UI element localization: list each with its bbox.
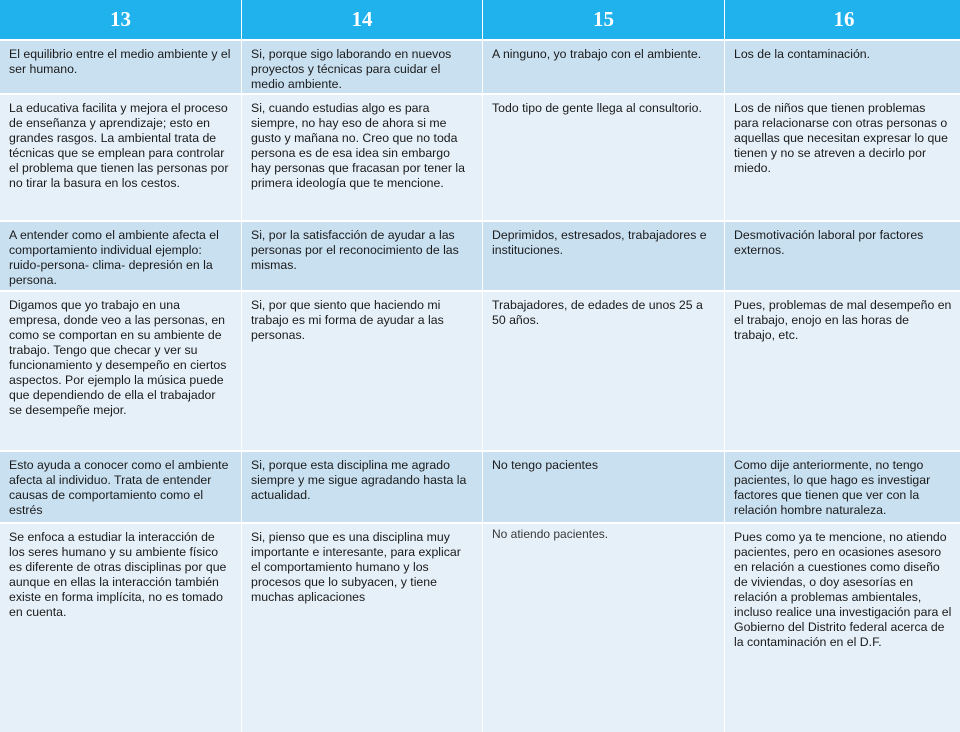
table-cell: Los de la contaminación.: [725, 41, 960, 93]
table-cell: Esto ayuda a conocer como el ambiente afecta al individuo. Trata de entender causas de comportamiento como el estrés: [0, 452, 241, 522]
table-cell: A ninguno, yo trabajo con el ambiente.: [483, 41, 724, 93]
column-header-13: 13: [0, 0, 241, 39]
table-cell: Todo tipo de gente llega al consultorio.: [483, 95, 724, 220]
table-cell: Si, pienso que es una disciplina muy importante e interesante, para explicar el comportamiento humano y los procesos que lo subyacen, y tiene muchas aplicaciones: [242, 524, 482, 732]
column-header-15: 15: [483, 0, 724, 39]
table-cell: La educativa facilita y mejora el proceso de enseñanza y aprendizaje; esto en grandes rasgos. La ambiental trata de técnicas que se emplean para controlar el problema que tienen las personas por no tirar la basura en los cestos.: [0, 95, 241, 220]
table-cell: Deprimidos, estresados, trabajadores e instituciones.: [483, 222, 724, 290]
table-cell: No tengo pacientes: [483, 452, 724, 522]
column-header-16: 16: [725, 0, 960, 39]
table-cell: Como dije anteriormente, no tengo pacientes, lo que hago es investigar factores que tienen que ver con la relación hombre naturaleza.: [725, 452, 960, 522]
table-cell: A entender como el ambiente afecta el comportamiento individual ejemplo: ruido-persona- clima- depresión en la persona.: [0, 222, 241, 290]
table-cell: Pues, problemas de mal desempeño en el trabajo, enojo en las horas de trabajo, etc.: [725, 292, 960, 450]
table-cell: Si, porque sigo laborando en nuevos proyectos y técnicas para cuidar el medio ambiente.: [242, 41, 482, 93]
table-cell: Desmotivación laboral por factores externos.: [725, 222, 960, 290]
table-cell: Pues como ya te mencione, no atiendo pacientes, pero en ocasiones asesoro en relación a cuestiones como diseño de viviendas, o doy asesorías en relación a problemas ambientales, incluso realice una investigación para el Gobierno del Distrito federal acerca de la contaminación en el D.F.: [725, 524, 960, 732]
table-cell: Si, por que siento que haciendo mi trabajo es mi forma de ayudar a las personas.: [242, 292, 482, 450]
table-cell: Si, por la satisfacción de ayudar a las personas por el reconocimiento de las mismas.: [242, 222, 482, 290]
table-cell: Si, cuando estudias algo es para siempre, no hay eso de ahora si me gusto y mañana no. Creo que no toda persona es de esa idea sin embargo hay personas que fracasan por tener la primera ideología que te mencione.: [242, 95, 482, 220]
table-cell: Trabajadores, de edades de unos 25 a 50 años.: [483, 292, 724, 450]
table-cell: Se enfoca a estudiar la interacción de los seres humano y su ambiente físico es diferente de otras disciplinas por que aunque en ellas la interacción también existe en forma implícita, no es tomado en cuenta.: [0, 524, 241, 732]
table-cell: Digamos que yo trabajo en una empresa, donde veo a las personas, en como se comportan en su ambiente de trabajo. Tengo que checar y ver su funcionamiento y desempeño en ciertos aspectos. Por ejemplo la música puede que dependiendo de ella el trabajador se desempeñe mejor.: [0, 292, 241, 450]
column-header-14: 14: [242, 0, 482, 39]
table-cell: Los de niños que tienen problemas para relacionarse con otras personas o aquellas que necesitan expresar lo que tienen y no se atreven a decirlo por miedo.: [725, 95, 960, 220]
table-cell: No atiendo pacientes.: [483, 524, 724, 732]
table-cell: Si, porque esta disciplina me agrado siempre y me sigue agradando hasta la actualidad.: [242, 452, 482, 522]
table-cell: El equilibrio entre el medio ambiente y el ser humano.: [0, 41, 241, 93]
